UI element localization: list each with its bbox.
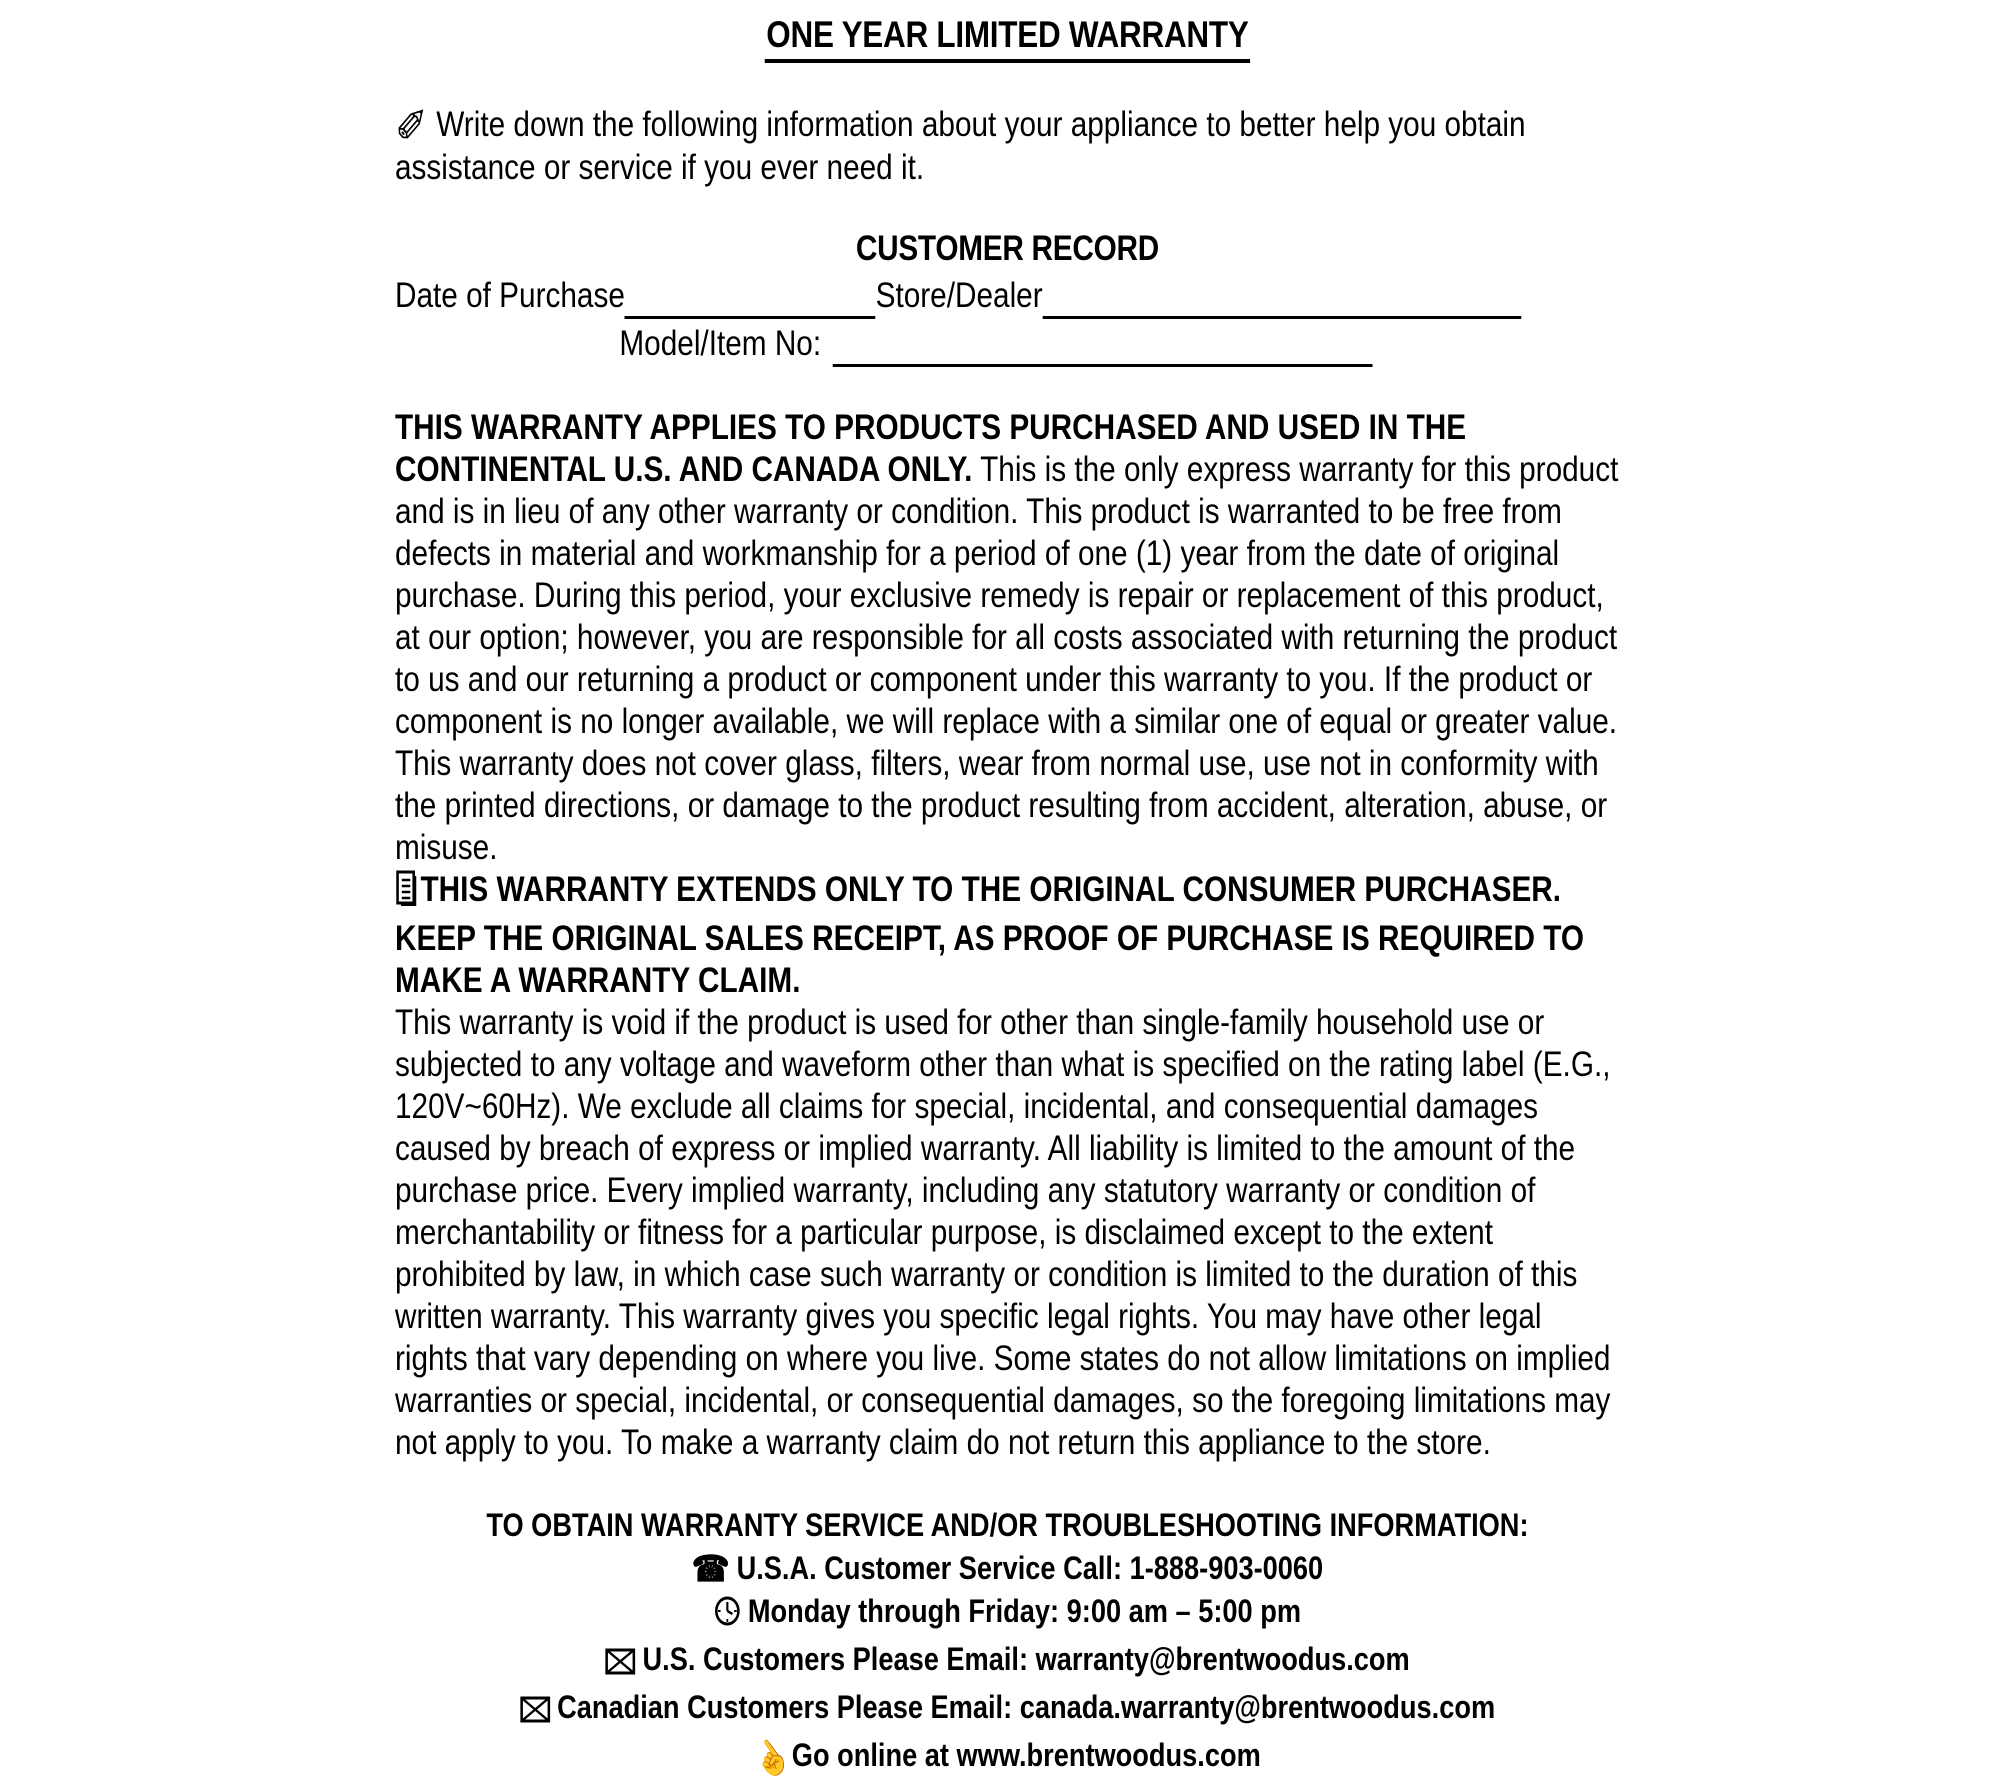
original-purchaser-bold-text: THIS WARRANTY EXTENDS ONLY TO THE ORIGINAL CONSUMER PURCHASER. KEEP THE ORIGINAL SALES RECEIPT, AS PROOF OF PURCHASE IS REQUIRED TO MAKE A WARRANTY CLAIM.: [395, 870, 1585, 1000]
service-hours-text: Monday through Friday: 9:00 am – 5:00 pm: [747, 1593, 1302, 1629]
warranty-applies-bold-text: THIS WARRANTY APPLIES TO PRODUCTS PURCHASED AND USED IN THE CONTINENTAL U.S. AND CANADA ONLY.: [395, 408, 1467, 489]
receipt-icon: [395, 870, 419, 918]
intro-paragraph: [395, 100, 1602, 189]
warranty-terms: [395, 407, 1620, 1464]
warranty-applies-body-text: This is the only express warranty for this product and is in lieu of any other warranty or condition. This product is warranted to be free from defects in material and workmanship for a period of one (1) year from the date of original purchase. During this period, your exclusive remedy is repair or replacement of this product, at our option; however, you are responsible for all costs associated with returning the product to us and our returning a product or component under this warranty to you. If the product or component is no longer available, we will replace with a similar one of equal or greater value. This warranty does not cover glass, filters, wear from normal use, use not in conformity with the printed directions, or damage to the product resulting from accident, alteration, abuse, or misuse.: [395, 450, 1619, 867]
warranty-document-page: [395, 0, 2000, 1788]
warranty-paragraph-2: [395, 869, 1620, 1002]
service-website-text: Go online at www.brentwoodus.com: [791, 1737, 1261, 1773]
service-canada-email-line: [395, 1686, 1620, 1734]
service-hours-line: [395, 1590, 1620, 1638]
customer-record-heading: CUSTOMER RECORD: [855, 229, 1159, 268]
service-website-line: [395, 1730, 1620, 1788]
intro-text: Write down the following information about your appliance to better help you obtain assistance or service if you ever need it.: [395, 105, 1526, 187]
envelope-icon: [520, 1691, 551, 1734]
envelope-icon: [605, 1643, 636, 1686]
customer-record-section: [395, 229, 1620, 367]
service-phone-line: [395, 1547, 1620, 1590]
customer-record-row-1: [395, 273, 1620, 319]
warranty-void-body-text: This warranty is void if the product is used for other than single-family household use or subjected to any voltage and waveform other than what is specified on the rating label (E.G., 120V~60Hz). We exclude all claims for special, incidental, and consequential damages caused by breach of express or implied warranty. All liability is limited to the amount of the purchase price. Every implied warranty, including any statutory warranty or condition of merchantability or fitness for a particular purpose, is disclaimed except to the extent prohibited by law, in which case such warranty or condition is limited to the duration of this written warranty. This warranty gives you specific legal rights. You may have other legal rights that vary depending on where you live. Some states do not allow limitations on implied warranties or special, incidental, or consequential damages, so the foregoing limitations may not apply to you. To make a warranty claim do not return this appliance to the store.: [395, 1003, 1611, 1462]
model-item-blank-line: [833, 326, 1373, 367]
store-dealer-label: Store/Dealer: [875, 276, 1043, 315]
warranty-paragraph-3: [395, 1002, 1620, 1464]
date-of-purchase-label: Date of Purchase: [395, 276, 625, 315]
service-info-section: [395, 1504, 1620, 1788]
telephone-icon: ☎: [691, 1548, 730, 1589]
service-us-email-text: U.S. Customers Please Email: warranty@brentwoodus.com: [642, 1641, 1410, 1677]
pencil-icon: ✐: [395, 100, 428, 152]
model-item-label: Model/Item No:: [619, 324, 822, 363]
service-info-heading: TO OBTAIN WARRANTY SERVICE AND/OR TROUBLESHOOTING INFORMATION:: [486, 1507, 1529, 1543]
store-dealer-blank-line: [1043, 278, 1522, 319]
warranty-paragraph-1: [395, 407, 1620, 869]
service-phone-text: U.S.A. Customer Service Call: 1-888-903-0060: [736, 1550, 1324, 1586]
date-of-purchase-blank-line: [625, 278, 876, 319]
service-canada-email-text: Canadian Customers Please Email: canada.warranty@brentwoodus.com: [557, 1689, 1496, 1725]
customer-record-row-2: [619, 321, 1619, 367]
service-us-email-line: [395, 1638, 1620, 1686]
hand-pointer-icon: ☝: [747, 1730, 796, 1788]
page-title: ONE YEAR LIMITED WARRANTY: [765, 14, 1251, 63]
clock-icon: [714, 1595, 741, 1638]
